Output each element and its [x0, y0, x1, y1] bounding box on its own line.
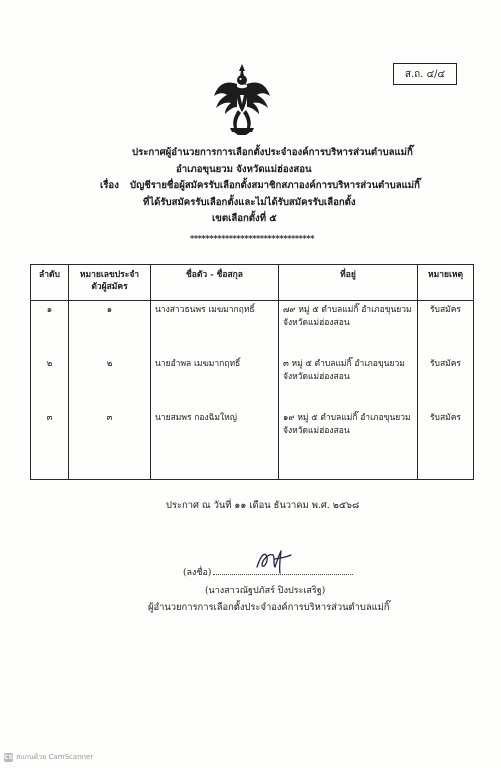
cell-address	[279, 355, 418, 409]
announce-date: ประกาศ ณ วันที่ ๑๑ เดือน ธันวาคม พ.ศ. ๒๕๖๘	[166, 500, 360, 511]
stars-divider: ********************************	[190, 233, 315, 243]
subject-text: บัญชีรายชื่อผู้สมัครรับเลือกตั้งสมาชิกสภาองค์การบริหารส่วนตำบลแม่กิ๊	[130, 180, 420, 191]
header-address: ที่อยู่	[279, 265, 418, 301]
address-line-1: ๓ หมู่ ๕ ตำบลแม่กิ๊ อำเภอขุนยวม	[283, 359, 405, 369]
address-line-2: จังหวัดแม่ฮ่องสอน	[283, 318, 350, 328]
header-remark: หมายเหตุ	[418, 265, 474, 301]
address-line-2: จังหวัดแม่ฮ่องสอน	[283, 372, 350, 382]
heading-line-2: อำเภอขุนยวม จังหวัดแม่ฮ่องสอน	[176, 163, 312, 175]
cell-number: ๓	[69, 409, 151, 480]
cell-order: ๓	[31, 409, 69, 480]
header-name: ชื่อตัว - ชื่อสกุล	[151, 265, 279, 301]
cell-address	[279, 301, 418, 356]
cell-order: ๑	[31, 301, 69, 356]
heading-line-1: ประกาศผู้อำนวยการการเลือกตั้งประจำองค์การบริหารส่วนตำบลแม่กิ๊	[132, 147, 413, 158]
cell-name: นายอำพล เมฆมากฤทธิ์	[151, 355, 279, 409]
camscanner-watermark	[4, 752, 93, 763]
address-line-1: ๗๙ หมู่ ๕ ตำบลแม่กิ๊ อำเภอขุนยวม	[283, 305, 412, 315]
cell-number: ๑	[69, 301, 151, 356]
cell-name: นายสมพร กองฉิมใหญ่	[151, 409, 279, 480]
cell-remark: รับสมัคร	[418, 301, 474, 356]
cell-number: ๒	[69, 355, 151, 409]
camscanner-logo-icon: CS	[4, 754, 13, 761]
subject-label: เรื่อง	[100, 180, 119, 191]
table-row	[31, 409, 474, 480]
garuda-emblem-icon	[212, 62, 272, 136]
header-number: หมายเลขประจำตัวผู้สมัคร	[69, 265, 151, 301]
table-row	[31, 301, 474, 356]
document-heading	[100, 145, 430, 228]
table-row	[31, 355, 474, 409]
header-order: ลำดับ	[31, 265, 69, 301]
signer-title: ผู้อำนวยการการเลือกตั้งประจำองค์การบริหารส่วนตำบลแม่กิ๊	[148, 602, 390, 613]
heading-line-5: เขตเลือกตั้งที่ ๕	[212, 213, 277, 224]
table-header-row	[31, 265, 474, 301]
candidate-table	[30, 264, 474, 480]
sign-label: (ลงชื่อ)	[183, 568, 212, 578]
cell-order: ๒	[31, 355, 69, 409]
camscanner-text: สแกนด้วย CamScanner	[16, 753, 94, 761]
address-line-1: ๑๙ หมู่ ๕ ตำบลแม่กิ๊ อำเภอขุนยวม	[283, 413, 411, 423]
heading-subject	[100, 178, 430, 195]
cell-name: นางสาวธนพร เมฆมากฤทธิ์	[151, 301, 279, 356]
cell-remark: รับสมัคร	[418, 409, 474, 480]
form-code-box	[393, 63, 457, 85]
form-code: ส.ถ. ๔/๔	[404, 68, 446, 80]
handwritten-signature-icon	[253, 545, 293, 575]
signer-name: (นางสาวณัฐปภัสร์ ปิงประเสริฐ)	[205, 586, 326, 596]
cell-address	[279, 409, 418, 480]
heading-line-4: ที่ได้รับสมัครรับเลือกตั้งและไม่ได้รับสมัครรับเลือกตั้ง	[143, 196, 356, 208]
cell-remark: รับสมัคร	[418, 355, 474, 409]
address-line-2: จังหวัดแม่ฮ่องสอน	[283, 426, 350, 436]
